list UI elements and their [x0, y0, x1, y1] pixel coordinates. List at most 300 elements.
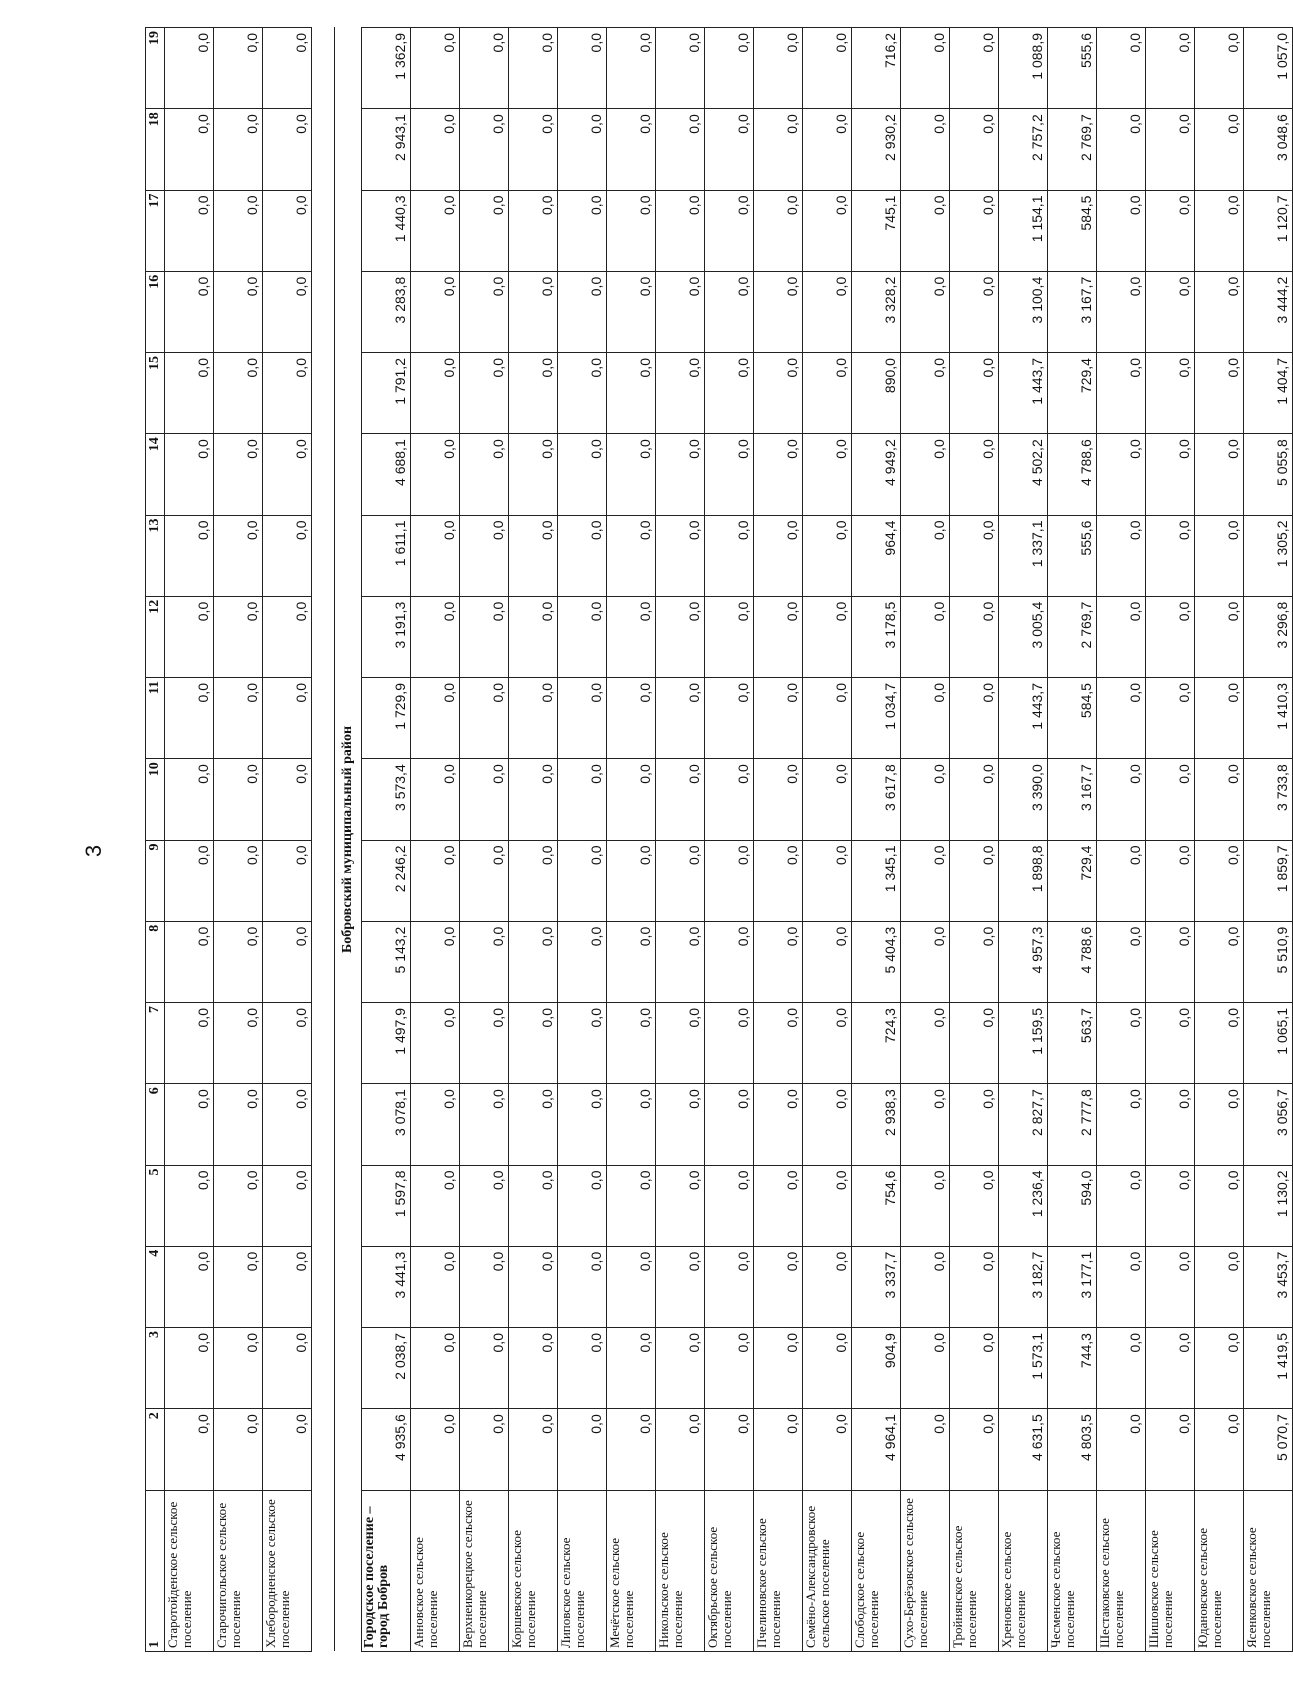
value-cell: 0,0	[607, 1409, 656, 1490]
value-cell: 745,1	[852, 190, 901, 271]
value-cell: 0,0	[411, 759, 460, 840]
value-cell: 2 827,7	[999, 1084, 1048, 1165]
value-cell: 2 769,7	[1048, 596, 1097, 677]
value-cell: 4 964,1	[852, 1409, 901, 1490]
value-cell: 0,0	[263, 353, 312, 434]
rotated-table-container	[145, 27, 1290, 1652]
value-cell: 890,0	[852, 353, 901, 434]
value-cell: 594,0	[1048, 1165, 1097, 1246]
value-cell: 5 404,3	[852, 921, 901, 1002]
column-header-4: 4	[146, 1246, 165, 1327]
value-cell: 0,0	[509, 190, 558, 271]
value-cell: 0,0	[1195, 1165, 1244, 1246]
value-cell: 0,0	[705, 596, 754, 677]
value-cell: 0,0	[1097, 1409, 1146, 1490]
settlement-name: Старочигольское сельское поселение	[214, 1490, 263, 1651]
table-row	[656, 28, 705, 1652]
value-cell: 2 038,7	[362, 1328, 411, 1409]
value-cell: 0,0	[460, 109, 509, 190]
value-cell: 0,0	[214, 1165, 263, 1246]
value-cell: 0,0	[263, 1003, 312, 1084]
value-cell: 0,0	[460, 515, 509, 596]
value-cell: 0,0	[1097, 28, 1146, 109]
value-cell: 0,0	[1097, 353, 1146, 434]
value-cell: 0,0	[607, 109, 656, 190]
value-cell: 3 191,3	[362, 596, 411, 677]
value-cell: 0,0	[607, 1328, 656, 1409]
value-cell: 0,0	[901, 1003, 950, 1084]
value-cell: 0,0	[165, 1084, 214, 1165]
value-cell: 0,0	[263, 1246, 312, 1327]
table-row	[607, 28, 656, 1652]
value-cell: 0,0	[1195, 840, 1244, 921]
value-cell: 3 441,3	[362, 1246, 411, 1327]
value-cell: 0,0	[1195, 515, 1244, 596]
value-cell: 0,0	[263, 759, 312, 840]
value-cell: 0,0	[1146, 1003, 1195, 1084]
value-cell: 0,0	[901, 1328, 950, 1409]
column-header-12: 12	[146, 596, 165, 677]
value-cell: 0,0	[509, 596, 558, 677]
value-cell: 0,0	[950, 1084, 999, 1165]
value-cell: 0,0	[263, 596, 312, 677]
value-cell: 0,0	[705, 1328, 754, 1409]
value-cell: 1 130,2	[1244, 1165, 1293, 1246]
value-cell: 1 898,8	[999, 840, 1048, 921]
value-cell: 0,0	[705, 353, 754, 434]
value-cell: 0,0	[705, 109, 754, 190]
value-cell: 5 055,8	[1244, 434, 1293, 515]
value-cell: 0,0	[509, 1003, 558, 1084]
value-cell: 3 178,5	[852, 596, 901, 677]
settlement-name: Мечётское сельское поселение	[607, 1490, 656, 1651]
value-cell: 0,0	[263, 921, 312, 1002]
value-cell: 0,0	[1146, 1084, 1195, 1165]
value-cell: 0,0	[950, 271, 999, 352]
value-cell: 0,0	[1146, 1165, 1195, 1246]
value-cell: 0,0	[411, 596, 460, 677]
value-cell: 0,0	[214, 28, 263, 109]
value-cell: 0,0	[607, 1003, 656, 1084]
settlement-name: Хреновское сельское поселение	[999, 1490, 1048, 1651]
value-cell: 0,0	[950, 434, 999, 515]
value-cell: 3 328,2	[852, 271, 901, 352]
value-cell: 3 048,6	[1244, 109, 1293, 190]
value-cell: 0,0	[705, 1165, 754, 1246]
column-header-14: 14	[146, 434, 165, 515]
column-header-11: 11	[146, 678, 165, 759]
value-cell: 0,0	[1146, 109, 1195, 190]
value-cell: 1 443,7	[999, 353, 1048, 434]
settlement-name: Старотойденское сельское поселение	[165, 1490, 214, 1651]
value-cell: 0,0	[165, 921, 214, 1002]
value-cell: 0,0	[214, 921, 263, 1002]
table-row	[950, 28, 999, 1652]
table-row	[1146, 28, 1195, 1652]
value-cell: 3 283,8	[362, 271, 411, 352]
value-cell: 0,0	[754, 921, 803, 1002]
value-cell: 0,0	[656, 1409, 705, 1490]
value-cell: 0,0	[950, 190, 999, 271]
value-cell: 0,0	[901, 1409, 950, 1490]
settlement-name: Шишовское сельское поселение	[1146, 1490, 1195, 1651]
value-cell: 0,0	[558, 921, 607, 1002]
value-cell: 0,0	[754, 515, 803, 596]
value-cell: 0,0	[901, 515, 950, 596]
value-cell: 0,0	[509, 1084, 558, 1165]
value-cell: 0,0	[901, 678, 950, 759]
value-cell: 3 182,7	[999, 1246, 1048, 1327]
value-cell: 0,0	[901, 271, 950, 352]
page-number: 3	[81, 844, 107, 858]
value-cell: 4 631,5	[999, 1409, 1048, 1490]
value-cell: 555,6	[1048, 28, 1097, 109]
value-cell: 0,0	[1097, 678, 1146, 759]
value-cell: 1 611,1	[362, 515, 411, 596]
value-cell: 0,0	[1097, 515, 1146, 596]
value-cell: 4 803,5	[1048, 1409, 1097, 1490]
value-cell: 1 729,9	[362, 678, 411, 759]
value-cell: 0,0	[754, 190, 803, 271]
value-cell: 0,0	[411, 515, 460, 596]
table-row	[754, 28, 803, 1652]
value-cell: 0,0	[803, 678, 852, 759]
value-cell: 0,0	[411, 1003, 460, 1084]
value-cell: 0,0	[263, 109, 312, 190]
value-cell: 0,0	[950, 1246, 999, 1327]
settlement-name: Липовское сельское поселение	[558, 1490, 607, 1651]
value-cell: 0,0	[950, 678, 999, 759]
value-cell: 1 305,2	[1244, 515, 1293, 596]
table-row	[263, 28, 312, 1652]
settlement-name: Тройнянское сельское поселение	[950, 1490, 999, 1651]
value-cell: 0,0	[460, 840, 509, 921]
value-cell: 0,0	[705, 434, 754, 515]
value-cell: 0,0	[1146, 28, 1195, 109]
value-cell: 0,0	[509, 1328, 558, 1409]
settlement-name: Ясенковское сельское поселение	[1244, 1490, 1293, 1651]
value-cell: 0,0	[607, 596, 656, 677]
value-cell: 0,0	[1097, 596, 1146, 677]
value-cell: 0,0	[754, 840, 803, 921]
value-cell: 0,0	[607, 190, 656, 271]
value-cell: 2 246,2	[362, 840, 411, 921]
column-header-6: 6	[146, 1084, 165, 1165]
value-cell: 0,0	[214, 1328, 263, 1409]
column-header-9: 9	[146, 840, 165, 921]
value-cell: 5 510,9	[1244, 921, 1293, 1002]
value-cell: 0,0	[509, 921, 558, 1002]
value-cell: 0,0	[803, 840, 852, 921]
value-cell: 0,0	[607, 678, 656, 759]
table-row	[509, 28, 558, 1652]
value-cell: 0,0	[950, 109, 999, 190]
value-cell: 0,0	[705, 271, 754, 352]
value-cell: 0,0	[1146, 1246, 1195, 1327]
value-cell: 0,0	[656, 1084, 705, 1165]
value-cell: 0,0	[263, 28, 312, 109]
value-cell: 0,0	[803, 1084, 852, 1165]
value-cell: 0,0	[165, 515, 214, 596]
value-cell: 4 688,1	[362, 434, 411, 515]
value-cell: 0,0	[950, 1409, 999, 1490]
value-cell: 2 769,7	[1048, 109, 1097, 190]
value-cell: 0,0	[950, 1165, 999, 1246]
settlement-name: Коршевское сельское поселение	[509, 1490, 558, 1651]
value-cell: 0,0	[1195, 1246, 1244, 1327]
value-cell: 0,0	[460, 353, 509, 434]
value-cell: 0,0	[1097, 1328, 1146, 1409]
value-cell: 1 791,2	[362, 353, 411, 434]
value-cell: 1 337,1	[999, 515, 1048, 596]
value-cell: 1 034,7	[852, 678, 901, 759]
column-header-16: 16	[146, 271, 165, 352]
value-cell: 0,0	[214, 353, 263, 434]
value-cell: 1 597,8	[362, 1165, 411, 1246]
value-cell: 0,0	[1146, 921, 1195, 1002]
value-cell: 1 057,0	[1244, 28, 1293, 109]
value-cell: 0,0	[754, 678, 803, 759]
value-cell: 0,0	[558, 28, 607, 109]
value-cell: 0,0	[656, 515, 705, 596]
value-cell: 0,0	[263, 190, 312, 271]
value-cell: 0,0	[656, 353, 705, 434]
value-cell: 0,0	[411, 434, 460, 515]
value-cell: 0,0	[754, 1003, 803, 1084]
value-cell: 0,0	[1195, 109, 1244, 190]
value-cell: 0,0	[705, 840, 754, 921]
value-cell: 0,0	[214, 434, 263, 515]
value-cell: 4 502,2	[999, 434, 1048, 515]
value-cell: 0,0	[901, 1246, 950, 1327]
value-cell: 0,0	[656, 1003, 705, 1084]
value-cell: 0,0	[803, 1003, 852, 1084]
value-cell: 0,0	[165, 1409, 214, 1490]
value-cell: 0,0	[1097, 1003, 1146, 1084]
value-cell: 0,0	[1146, 434, 1195, 515]
value-cell: 4 949,2	[852, 434, 901, 515]
value-cell: 0,0	[558, 1409, 607, 1490]
value-cell: 0,0	[1146, 190, 1195, 271]
value-cell: 0,0	[705, 28, 754, 109]
value-cell: 1 859,7	[1244, 840, 1293, 921]
value-cell: 0,0	[558, 1328, 607, 1409]
settlement-name: Семёно-Александровское сельское поселение	[803, 1490, 852, 1651]
value-cell: 0,0	[411, 1165, 460, 1246]
value-cell: 0,0	[656, 271, 705, 352]
value-cell: 0,0	[1195, 1409, 1244, 1490]
value-cell: 0,0	[460, 596, 509, 677]
column-header-18: 18	[146, 109, 165, 190]
value-cell: 1 419,5	[1244, 1328, 1293, 1409]
value-cell: 4 788,6	[1048, 434, 1097, 515]
value-cell: 0,0	[1195, 678, 1244, 759]
value-cell: 0,0	[803, 109, 852, 190]
value-cell: 0,0	[705, 1246, 754, 1327]
value-cell: 0,0	[165, 109, 214, 190]
value-cell: 0,0	[263, 1084, 312, 1165]
table-row	[558, 28, 607, 1652]
column-header-8: 8	[146, 921, 165, 1002]
value-cell: 0,0	[705, 1003, 754, 1084]
value-cell: 0,0	[1097, 840, 1146, 921]
value-cell: 0,0	[607, 434, 656, 515]
value-cell: 0,0	[263, 1328, 312, 1409]
value-cell: 0,0	[263, 1165, 312, 1246]
value-cell: 0,0	[1195, 28, 1244, 109]
value-cell: 0,0	[165, 28, 214, 109]
value-cell: 0,0	[803, 1246, 852, 1327]
value-cell: 0,0	[656, 1246, 705, 1327]
table-row	[214, 28, 263, 1652]
value-cell: 0,0	[214, 190, 263, 271]
value-cell: 0,0	[656, 109, 705, 190]
value-cell: 0,0	[509, 109, 558, 190]
column-header-1: 1	[146, 1490, 165, 1651]
value-cell: 0,0	[460, 1165, 509, 1246]
settlement-name: Сухо-Берёзовское сельское поселение	[901, 1490, 950, 1651]
value-cell: 0,0	[1097, 271, 1146, 352]
value-cell: 0,0	[803, 921, 852, 1002]
value-cell: 0,0	[411, 1084, 460, 1165]
column-header-15: 15	[146, 353, 165, 434]
value-cell: 0,0	[1146, 1409, 1195, 1490]
value-cell: 4 957,3	[999, 921, 1048, 1002]
settlement-name: Октябрьское сельское поселение	[705, 1490, 754, 1651]
value-cell: 3 078,1	[362, 1084, 411, 1165]
value-cell: 555,6	[1048, 515, 1097, 596]
value-cell: 0,0	[950, 921, 999, 1002]
value-cell: 0,0	[803, 190, 852, 271]
value-cell: 0,0	[656, 1328, 705, 1409]
value-cell: 0,0	[214, 515, 263, 596]
value-cell: 0,0	[165, 434, 214, 515]
value-cell: 0,0	[607, 271, 656, 352]
value-cell: 4 935,6	[362, 1409, 411, 1490]
value-cell: 0,0	[754, 1246, 803, 1327]
value-cell: 0,0	[901, 596, 950, 677]
value-cell: 0,0	[950, 596, 999, 677]
settlement-name: Никольское сельское поселение	[656, 1490, 705, 1651]
value-cell: 0,0	[803, 515, 852, 596]
value-cell: 0,0	[705, 515, 754, 596]
value-cell: 0,0	[509, 271, 558, 352]
value-cell: 0,0	[214, 1246, 263, 1327]
value-cell: 0,0	[165, 1165, 214, 1246]
value-cell: 0,0	[1195, 1084, 1244, 1165]
value-cell: 0,0	[214, 759, 263, 840]
value-cell: 0,0	[754, 28, 803, 109]
table-row	[705, 28, 754, 1652]
value-cell: 0,0	[1146, 678, 1195, 759]
column-header-10: 10	[146, 759, 165, 840]
value-cell: 0,0	[558, 271, 607, 352]
value-cell: 3 337,7	[852, 1246, 901, 1327]
value-cell: 0,0	[165, 1328, 214, 1409]
value-cell: 1 440,3	[362, 190, 411, 271]
table-row	[1195, 28, 1244, 1652]
value-cell: 0,0	[1195, 596, 1244, 677]
value-cell: 0,0	[754, 1409, 803, 1490]
value-cell: 1 236,4	[999, 1165, 1048, 1246]
value-cell: 0,0	[656, 678, 705, 759]
value-cell: 0,0	[558, 1165, 607, 1246]
value-cell: 0,0	[214, 596, 263, 677]
value-cell: 0,0	[411, 840, 460, 921]
value-cell: 0,0	[950, 1003, 999, 1084]
value-cell: 0,0	[950, 515, 999, 596]
table-row	[1244, 28, 1293, 1652]
value-cell: 0,0	[558, 678, 607, 759]
value-cell: 0,0	[460, 271, 509, 352]
value-cell: 0,0	[1097, 434, 1146, 515]
value-cell: 0,0	[656, 28, 705, 109]
value-cell: 0,0	[509, 840, 558, 921]
value-cell: 0,0	[165, 353, 214, 434]
value-cell: 0,0	[901, 109, 950, 190]
column-header-17: 17	[146, 190, 165, 271]
table-row	[852, 28, 901, 1652]
value-cell: 5 143,2	[362, 921, 411, 1002]
value-cell: 0,0	[1146, 596, 1195, 677]
value-cell: 3 444,2	[1244, 271, 1293, 352]
value-cell: 0,0	[1146, 271, 1195, 352]
value-cell: 0,0	[165, 271, 214, 352]
value-cell: 0,0	[754, 759, 803, 840]
value-cell: 0,0	[558, 434, 607, 515]
value-cell: 0,0	[165, 1003, 214, 1084]
value-cell: 724,3	[852, 1003, 901, 1084]
value-cell: 0,0	[263, 1409, 312, 1490]
value-cell: 3 573,4	[362, 759, 411, 840]
value-cell: 0,0	[263, 840, 312, 921]
value-cell: 964,4	[852, 515, 901, 596]
value-cell: 0,0	[1097, 921, 1146, 1002]
value-cell: 584,5	[1048, 678, 1097, 759]
value-cell: 0,0	[656, 596, 705, 677]
value-cell: 0,0	[901, 1084, 950, 1165]
value-cell: 0,0	[607, 840, 656, 921]
value-cell: 0,0	[754, 434, 803, 515]
value-cell: 0,0	[803, 596, 852, 677]
value-cell: 0,0	[460, 1409, 509, 1490]
value-cell: 0,0	[705, 678, 754, 759]
value-cell: 0,0	[901, 840, 950, 921]
value-cell: 729,4	[1048, 840, 1097, 921]
value-cell: 0,0	[705, 1084, 754, 1165]
value-cell: 0,0	[901, 1165, 950, 1246]
value-cell: 904,9	[852, 1328, 901, 1409]
value-cell: 0,0	[1146, 759, 1195, 840]
value-cell: 2 938,3	[852, 1084, 901, 1165]
value-cell: 0,0	[754, 353, 803, 434]
value-cell: 3 005,4	[999, 596, 1048, 677]
value-cell: 3 100,4	[999, 271, 1048, 352]
value-cell: 0,0	[558, 515, 607, 596]
value-cell: 0,0	[558, 1084, 607, 1165]
value-cell: 0,0	[165, 678, 214, 759]
table-row	[362, 28, 411, 1652]
value-cell: 0,0	[901, 434, 950, 515]
value-cell: 1 497,9	[362, 1003, 411, 1084]
value-cell: 0,0	[1195, 921, 1244, 1002]
value-cell: 0,0	[803, 28, 852, 109]
value-cell: 0,0	[558, 190, 607, 271]
value-cell: 0,0	[165, 1246, 214, 1327]
table-row	[999, 28, 1048, 1652]
value-cell: 0,0	[165, 596, 214, 677]
settlement-name: Пчелиновское сельское поселение	[754, 1490, 803, 1651]
